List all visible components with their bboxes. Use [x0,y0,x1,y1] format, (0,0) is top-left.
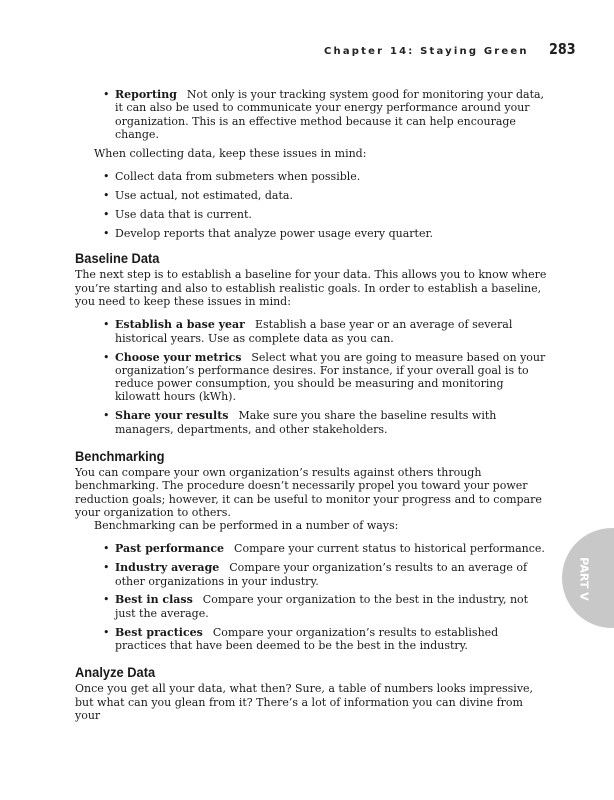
page-number: 283 [548,40,576,58]
list-item [75,561,550,588]
collecting-list [75,170,550,240]
list-item [75,409,550,436]
item-term: Establish a base year [115,318,245,332]
list-item [75,626,550,653]
chapter-title: Chapter 14: Staying Green [324,46,529,57]
list-item [75,318,550,345]
item-term: Best in class [115,593,193,607]
item-term: Best practices [115,625,203,639]
benchmarking-list [75,542,550,652]
heading-benchmarking: Benchmarking [75,447,165,464]
benchmarking-intro: You can compare your own organization’s results against others through benchmarking. The procedure doesn’t necessarily propel you toward your power reduction goals; however, it can be useful to monitor your progress and to compare your organization to others. [75,465,542,519]
item-text: Select what you are going to measure based on your organization’s performance desires. For instance, if your overall goal is to reduce power consumption, you should be measuring and monitoring kilowatt hours (kWh). [115,350,546,404]
item-text: Make sure you share the baseline results with managers, departments, and other stakeholders. [115,409,497,436]
part-tab-label: PART V [577,557,591,601]
baseline-list [75,318,550,436]
item-term: Industry average [115,561,220,575]
list-item [75,542,550,555]
collecting-intro: When collecting data, keep these issues in mind: [94,147,367,161]
list-item [75,227,550,240]
list-item [75,189,550,202]
item-text: Use actual, not estimated, data. [115,189,293,203]
list-item [75,208,550,221]
item-text: Establish a base year or an average of several historical years. Use as complete data as you can. [115,318,513,345]
item-term: Past performance [115,542,225,556]
item-text: Not only is your tracking system good for monitoring your data, it can also be used to communicate your energy performance around your organization. This is an effective method because it can help encourage change. [115,88,545,141]
reporting-list [75,88,550,141]
term-reporting: Reporting [115,88,177,101]
item-text: Compare your current status to historical performance. [234,542,545,556]
item-text: Use data that is current. [115,208,252,222]
baseline-intro: The next step is to establish a baseline for your data. This allows you to know where you’re starting and also to establish realistic goals. In order to establish a baseline, you need to keep these issues in mind: [75,268,547,309]
item-term: Choose your metrics [115,350,242,364]
item-term: Share your results [115,409,229,423]
item-text: Compare your organization’s results to an average of other organizations in your industry. [115,561,528,588]
list-item [75,351,550,404]
benchmarking-intro-2: Benchmarking can be performed in a number of ways: [94,519,399,533]
list-item [75,170,550,183]
item-text: Develop reports that analyze power usage every quarter. [115,227,434,241]
list-item [75,593,550,620]
item-text: Compare your organization to the best in the industry, not just the average. [115,593,529,620]
running-header [324,40,580,58]
analyze-text: Once you get all your data, what then? Sure, a table of numbers looks impressive, but what can you glean from it? There’s a lot of information you can divine from your [75,682,534,722]
heading-analyze-data: Analyze Data [75,664,156,681]
list-item [75,88,550,141]
item-text: Collect data from submeters when possible. [115,170,361,184]
page-body [75,88,550,722]
item-text: Compare your organization’s results to established practices that have been deemed to be the best in the industry. [115,625,499,652]
heading-baseline-data: Baseline Data [75,250,160,267]
